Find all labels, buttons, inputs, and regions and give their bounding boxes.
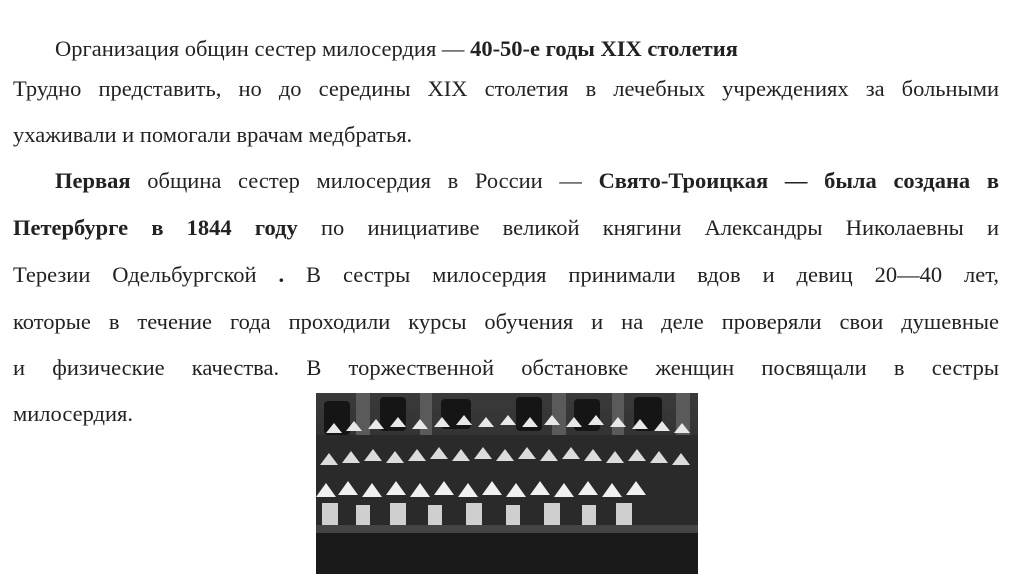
bold-phrase: Петербурге в 1844 году [13,215,298,240]
text-line: и физические качества. В торжественной обстановке женщин посвящали в сестры [13,355,999,380]
text-line: ухаживали и помогали врачам медбратья. [13,122,413,147]
text-line [55,168,999,194]
ground-edge [316,525,698,533]
text-span: Терезии Одельбургской [13,262,279,287]
photo-illustration [316,393,698,574]
aprons [322,503,632,525]
text-span: В сестры милосердия принимали вдов и девиц 20—40 лет, [284,262,999,287]
bold-phrase: Свято-Троицкая — была создана в [598,168,999,193]
text-span: по инициативе великой княгини Александры Николаевны и [297,215,999,240]
paragraph-title-line [55,36,738,62]
text-line: которые в течение года проходили курсы обучения и на деле проверяли свои душевные [13,309,999,334]
photo-ground [316,531,698,574]
text-line: Трудно представить, но до середины XIX столетия в лечебных учреждениях за больными [13,76,999,101]
paragraph-title-plain: Организация общин сестер милосердия — [55,36,471,61]
historical-group-photo [316,393,698,574]
bold-dot: . [278,262,285,287]
bold-phrase: Первая [55,168,131,193]
text-span: община сестер милосердия в России — [130,168,599,193]
paragraph-title-bold: 40-50-е годы XIX столетия [470,36,738,61]
text-line [13,262,999,288]
text-line [13,215,999,241]
text-line: милосердия. [13,401,133,426]
